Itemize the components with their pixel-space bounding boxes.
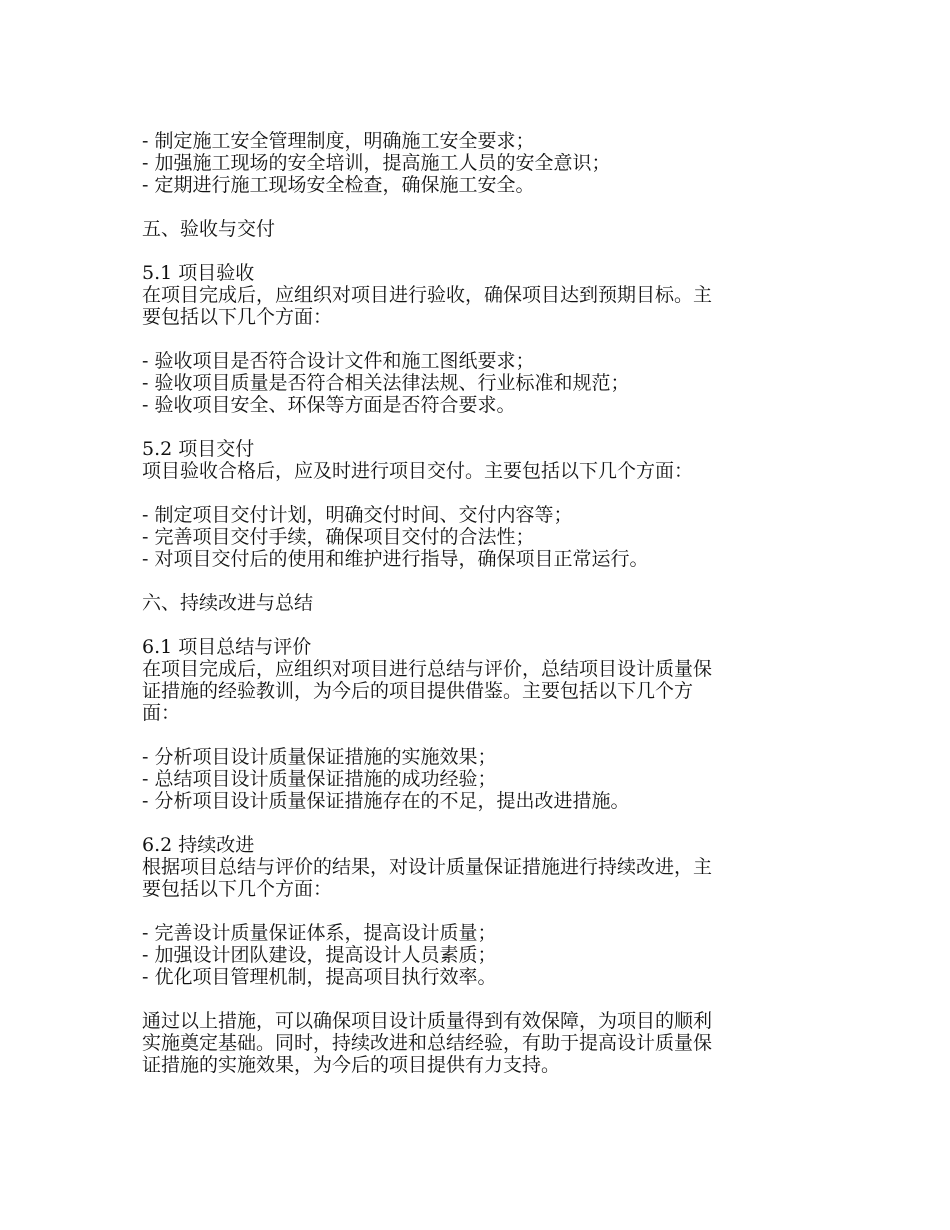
paragraph-line: 通过以上措施，可以确保项目设计质量得到有效保障，为项目的顺利 (142, 1010, 713, 1032)
blank-line (142, 614, 802, 636)
subsection-heading: 5.2 项目交付 (142, 438, 255, 460)
subsection-heading: 6.1 项目总结与评价 (142, 636, 312, 658)
list-item: - 优化项目管理机制，提高项目执行效率。 (142, 966, 497, 988)
section-heading: 六、持续改进与总结 (142, 592, 314, 614)
list-item: - 完善项目交付手续，确保项目交付的合法性； (142, 526, 535, 548)
paragraph-line: 项目验收合格后，应及时进行项目交付。主要包括以下几个方面： (142, 460, 694, 482)
subsection-heading: 5.1 项目验收 (142, 262, 255, 284)
list-item: - 验收项目安全、环保等方面是否符合要求。 (142, 394, 516, 416)
paragraph-line: 实施奠定基础。同时，持续改进和总结经验，有助于提高设计质量保 (142, 1032, 713, 1054)
paragraph-line: 在项目完成后，应组织对项目进行验收，确保项目达到预期目标。主 (142, 284, 713, 306)
blank-line (142, 482, 802, 504)
blank-line (142, 416, 802, 438)
paragraph-line: 要包括以下几个方面： (142, 878, 333, 900)
paragraph-line: 要包括以下几个方面： (142, 306, 333, 328)
list-item: - 定期进行施工现场安全检查，确保施工安全。 (142, 174, 535, 196)
list-item: - 制定项目交付计划，明确交付时间、交付内容等； (142, 504, 573, 526)
blank-line (142, 196, 802, 218)
list-item: - 验收项目是否符合设计文件和施工图纸要求； (142, 350, 535, 372)
blank-line (142, 900, 802, 922)
document-page (142, 130, 802, 1076)
blank-line (142, 724, 802, 746)
list-item: - 总结项目设计质量保证措施的成功经验； (142, 768, 497, 790)
list-item: - 完善设计质量保证体系，提高设计质量； (142, 922, 497, 944)
blank-line (142, 570, 802, 592)
paragraph-line: 证措施的经验教训，为今后的项目提供借鉴。主要包括以下几个方 (142, 680, 694, 702)
blank-line (142, 240, 802, 262)
paragraph-line: 在项目完成后，应组织对项目进行总结与评价，总结项目设计质量保 (142, 658, 713, 680)
list-item: - 加强施工现场的安全培训，提高施工人员的安全意识； (142, 152, 611, 174)
blank-line (142, 988, 802, 1010)
blank-line (142, 328, 802, 350)
subsection-heading: 6.2 持续改进 (142, 834, 255, 856)
list-item: - 验收项目质量是否符合相关法律法规、行业标准和规范； (142, 372, 630, 394)
paragraph-line: 证措施的实施效果，为今后的项目提供有力支持。 (142, 1054, 561, 1076)
paragraph-line: 根据项目总结与评价的结果，对设计质量保证措施进行持续改进，主 (142, 856, 713, 878)
list-item: - 分析项目设计质量保证措施存在的不足，提出改进措施。 (142, 790, 630, 812)
list-item: - 制定施工安全管理制度，明确施工安全要求； (142, 130, 535, 152)
section-heading: 五、验收与交付 (142, 218, 276, 240)
list-item: - 分析项目设计质量保证措施的实施效果； (142, 746, 497, 768)
paragraph-line: 面： (142, 702, 181, 724)
list-item: - 加强设计团队建设，提高设计人员素质； (142, 944, 497, 966)
blank-line (142, 812, 802, 834)
list-item: - 对项目交付后的使用和维护进行指导，确保项目正常运行。 (142, 548, 649, 570)
